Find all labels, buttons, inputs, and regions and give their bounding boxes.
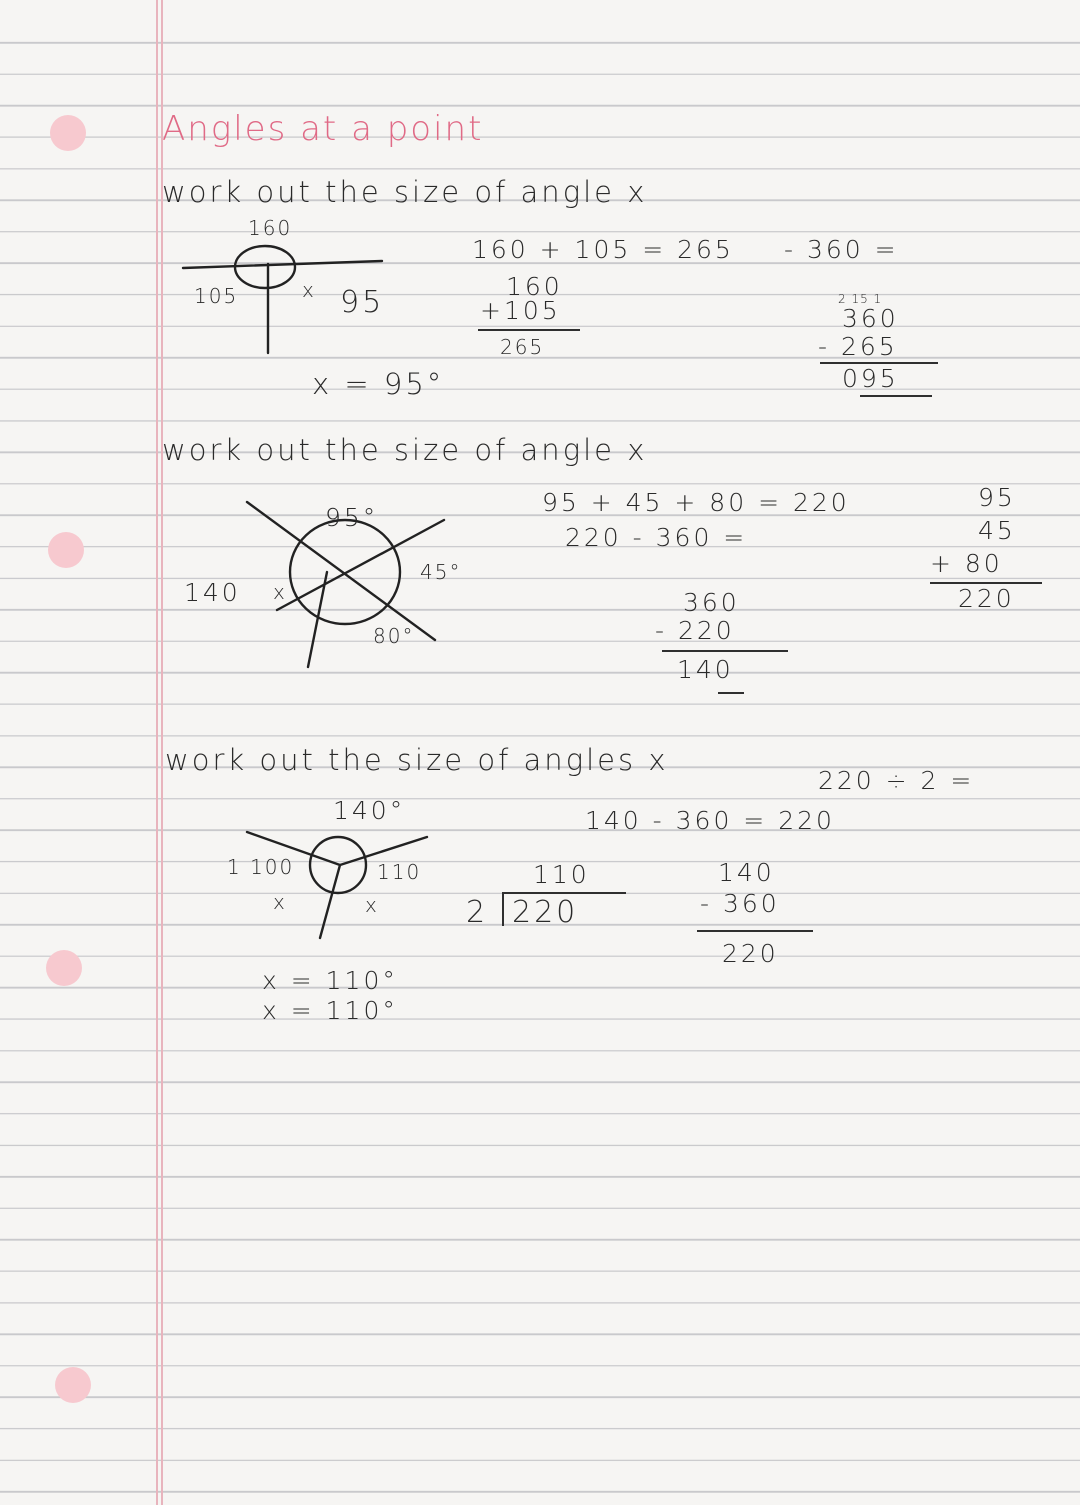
problem-2-label-bottom: 80° (373, 624, 415, 648)
problem-3-question: work out the size of angles x (165, 743, 669, 777)
problem-2-label-right: 45° (420, 560, 462, 584)
problem-3-label-top: 140° (333, 796, 406, 825)
problem-1-add-top: 160 (506, 272, 563, 301)
problem-2-equation-1: 95 + 45 + 80 = 220 (542, 488, 850, 517)
problem-1-answer: x = 95° (312, 367, 445, 401)
page-title: Angles at a point (162, 109, 484, 149)
problem-3-answer-2: x = 110° (262, 996, 398, 1025)
problem-1-label-x: x (302, 278, 316, 302)
problem-3-label-x: x (273, 890, 287, 914)
problem-1-question: work out the size of angle x (162, 175, 648, 209)
problem-2-sub-result: 140 (677, 655, 734, 684)
problem-1-minus: - 360 = (784, 235, 899, 264)
problem-2-col-2: 45 (978, 516, 1016, 545)
problem-1-add-result: 265 (500, 335, 545, 359)
problem-3-label-x2: x (365, 893, 379, 917)
problem-2-question: work out the size of angle x (162, 433, 648, 467)
problem-1-borrow: 2 15 1 (838, 292, 883, 306)
problem-3-division-question: 220 ÷ 2 = (818, 766, 975, 795)
problem-3-div-divisor: 2 (466, 895, 489, 930)
problem-3-label-left: 1 100 (227, 855, 295, 879)
problem-3-answer-1: x = 110° (262, 966, 398, 995)
problem-2-label-left: 140 (184, 578, 241, 607)
problem-3-sub-bottom: - 360 (700, 889, 780, 918)
problem-2-label-top: 95° (325, 503, 379, 532)
problem-1-add-bottom: +105 (480, 296, 561, 325)
problem-1-add-rule (478, 329, 580, 331)
problem-2-col-3: + 80 (930, 549, 1003, 578)
problem-2-col-1: 95 (978, 483, 1016, 512)
problem-3-div-bar (502, 892, 626, 894)
problem-3-equation: 140 - 360 = 220 (585, 806, 835, 835)
problem-1-sub-bottom: - 265 (818, 332, 898, 361)
problem-3-div-bracket (502, 892, 504, 926)
problem-3-sub-top: 140 (718, 858, 775, 887)
problem-3-sub-result: 220 (722, 939, 779, 968)
problem-3-div-quotient: 110 (533, 860, 590, 889)
problem-1-sub-result: 095 (842, 364, 899, 393)
problem-1-sub-underline (860, 395, 932, 397)
problem-3-label-right: 110 (377, 860, 422, 884)
problem-3-div-dividend: 220 (512, 895, 579, 930)
problem-1-label-right: 95 (340, 285, 385, 320)
problem-2-sub-rule (662, 650, 788, 652)
problem-2-equation-2: 220 - 360 = (565, 523, 748, 552)
problem-1-label-top: 160 (248, 216, 293, 240)
problem-2-col-result: 220 (958, 584, 1015, 613)
diagram-3 (247, 832, 427, 938)
problem-2-sub-bottom: - 220 (655, 616, 735, 645)
problem-1-sub-top: 360 (842, 304, 899, 333)
problem-3-sub-rule (697, 930, 813, 932)
problem-1-equation: 160 + 105 = 265 (472, 235, 734, 264)
problem-2-sub-underline (718, 692, 744, 694)
problem-2-sub-top: 360 (683, 588, 740, 617)
problem-2-label-x: x (273, 580, 287, 604)
problem-1-label-left: 105 (194, 284, 239, 308)
